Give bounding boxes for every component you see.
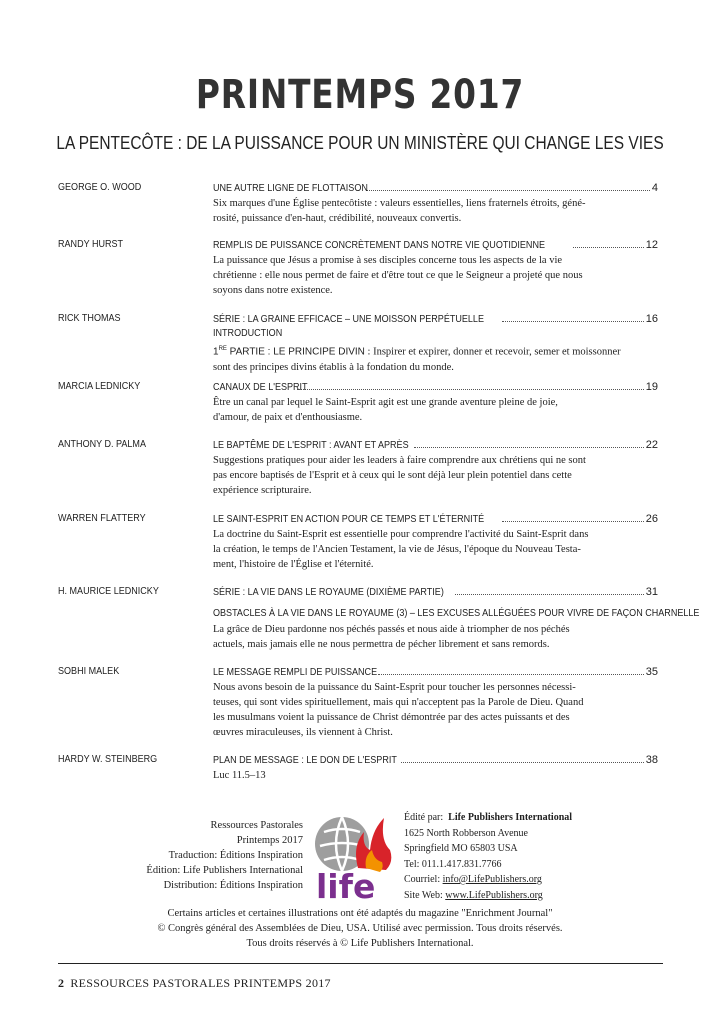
notice-line: Certains articles et certaines illustrations ont été adaptés du magazine "Enrichment Journal" [167, 908, 553, 919]
entry-page-number[interactable]: 19 [645, 381, 658, 393]
leader-dots [378, 673, 644, 675]
entry-author: MARCIA LEDNICKY [58, 380, 141, 392]
footer-page-number: 2 [58, 976, 65, 990]
entry-description [213, 342, 658, 375]
entry-title[interactable]: REMPLIS DE PUISSANCE CONCRÈTEMENT DANS NOTRE VIE QUOTIDIENNE [213, 239, 545, 251]
page-title: PRINTEMPS 2017 [195, 72, 525, 118]
logo-text: life [316, 867, 376, 902]
description-line: sont des principes divins établis à la fondation du monde. [213, 361, 454, 373]
credit-line: Ressources Pastorales [210, 820, 303, 831]
leader-dots [414, 446, 643, 448]
entry-author: GEORGE O. WOOD [58, 181, 142, 193]
credits-block [120, 818, 303, 893]
credit-line: Édition: Life Publishers International [146, 865, 303, 876]
entry-body [213, 238, 658, 298]
description-line: Six marques d'une Église pentecôtiste : valeurs essentielles, liens fraternels étroits, géné- [213, 198, 586, 209]
part-number: 1 [213, 346, 219, 358]
description-line: rosité, puissance d'en-haut, crédibilité, nouveaux convertis. [213, 213, 462, 224]
entry-author: RANDY HURST [58, 238, 124, 250]
leader-dots [297, 388, 644, 390]
entry-title[interactable]: CANAUX DE L'ESPRIT [213, 381, 308, 393]
credit-line: Traduction: Éditions Inspiration [168, 850, 303, 861]
entry-subheading: OBSTACLES À LA VIE DANS LE ROYAUME (3) – LES EXCUSES ALLÉGUÉES POUR VIVRE DE FAÇON CHARNELLE [213, 607, 700, 619]
entry-page-number[interactable]: 35 [645, 666, 658, 678]
entry-title-line[interactable] [213, 181, 658, 195]
entry-author: WARREN FLATTERY [58, 512, 146, 524]
description-line: chrétienne : elle nous permet de faire et d'être tout ce que le Seigneur a projeté que nous [213, 270, 583, 281]
entry-author: HARDY W. STEINBERG [58, 753, 158, 765]
credit-line: Printemps 2017 [236, 835, 303, 846]
entry-description [213, 768, 658, 783]
entry-body [213, 312, 658, 375]
footer-text: RESSOURCES PASTORALES PRINTEMPS 2017 [70, 976, 331, 990]
email-link[interactable]: info@LifePublishers.org [442, 874, 542, 885]
entry-description [213, 622, 658, 652]
entry-body [213, 181, 658, 226]
entry-description [213, 395, 658, 425]
entry-title-line[interactable] [213, 665, 658, 679]
entry-author: RICK THOMAS [58, 312, 121, 324]
entry-description [213, 680, 658, 740]
entry-title-line[interactable] [213, 753, 658, 767]
website-label: Site Web: [404, 889, 443, 901]
entry-description [213, 253, 658, 298]
entry-body [213, 438, 658, 498]
description-line: teuses, qui sont vides spirituellement, mais qui n'acceptent pas la Parole de Dieu. Quand [213, 697, 584, 708]
description-line: expérience scripturaire. [213, 485, 312, 496]
description-line: la création, le temps de l'Ancien Testament, la vie de Jésus, l'époque du Nouveau Testa- [213, 544, 581, 555]
website-line [404, 888, 664, 904]
entry-title[interactable]: UNE AUTRE LIGNE DE FLOTTAISON [213, 182, 368, 194]
credit-line: Distribution: Éditions Inspiration [163, 880, 303, 891]
entry-description [213, 527, 658, 572]
entry-title[interactable]: LE BAPTÊME DE L'ESPRIT : AVANT ET APRÈS [213, 439, 409, 451]
email-line [404, 872, 664, 888]
description-line: ment, l'histoire de l'Église et l'éternité. [213, 559, 374, 570]
entry-author: SOBHI MALEK [58, 665, 120, 677]
description-line: Suggestions pratiques pour aider les leaders à faire comprendre aux chrétiens qui ne sont [213, 455, 586, 466]
page-footer [58, 976, 331, 991]
description-line: Être un canal par lequel le Saint-Esprit agit est une grande aventure pleine de joie, [213, 397, 558, 408]
entry-description [213, 196, 658, 226]
publisher-name: Life Publishers International [448, 812, 573, 823]
entry-title[interactable]: SÉRIE : LA GRAINE EFFICACE – UNE MOISSON PERPÉTUELLE [213, 313, 484, 325]
notice-line: Tous droits réservés à © Life Publishers International. [246, 938, 474, 949]
leader-dots [455, 593, 643, 595]
address-line: 1625 North Robberson Avenue [404, 827, 528, 839]
entry-title-line[interactable] [213, 238, 658, 252]
entry-title-line[interactable] [213, 585, 658, 599]
description-line: œuvres miraculeuses, ils viennent à Christ. [213, 727, 393, 738]
entry-page-number[interactable]: 4 [651, 182, 658, 194]
telephone: Tel: 011.1.417.831.7766 [404, 858, 502, 870]
description-line [213, 342, 658, 360]
description-line: Luc 11.5–13 [213, 770, 266, 781]
copyright-notice [0, 906, 720, 951]
part-text: : Inspirer et expirer, donner et recevoir, semer et moissonner [364, 346, 621, 358]
entry-subheading: INTRODUCTION [213, 327, 283, 339]
description-line: d'amour, de paix et d'enthousiasme. [213, 412, 363, 423]
notice-line: © Congrès général des Assemblées de Dieu, USA. Utilisé avec permission. Tous droits réservés. [157, 923, 563, 934]
life-publishers-logo [312, 806, 398, 902]
email-label: Courriel: [404, 874, 441, 885]
entry-body [213, 585, 700, 652]
entry-title[interactable]: LE MESSAGE REMPLI DE PUISSANCE [213, 666, 378, 678]
footer-divider [58, 963, 663, 964]
entry-body [213, 512, 658, 572]
entry-page-number[interactable]: 38 [645, 754, 658, 766]
entry-page-number[interactable]: 22 [645, 439, 658, 451]
leader-dots [367, 189, 650, 191]
leader-dots [573, 246, 644, 248]
publisher-info [404, 810, 664, 903]
entry-page-number[interactable]: 31 [645, 586, 658, 598]
description-line: les musulmans voient la puissance de Christ démontrée par des actes puissants et des [213, 712, 570, 723]
description-line: La doctrine du Saint-Esprit est essentielle pour comprendre l'activité du Saint-Esprit dans [213, 529, 589, 540]
entry-title[interactable]: LE SAINT-ESPRIT EN ACTION POUR CE TEMPS ET L'ÉTERNITÉ [213, 513, 485, 525]
website-link[interactable]: www.LifePublishers.org [445, 889, 543, 901]
entry-title-line[interactable] [213, 312, 658, 326]
entry-author: ANTHONY D. PALMA [58, 438, 146, 450]
part-superscript: RE [218, 346, 227, 352]
entry-author: H. MAURICE LEDNICKY [58, 585, 159, 597]
entry-body [213, 380, 658, 425]
entry-body [213, 753, 658, 783]
description-line: Nous avons besoin de la puissance du Saint-Esprit pour toucher les personnes nécessi- [213, 682, 576, 693]
edited-by-label: Édité par: [404, 812, 444, 823]
description-line: La puissance que Jésus a promise à ses disciples concerne tous les aspects de la vie [213, 255, 563, 266]
description-line: soyons dans notre existence. [213, 285, 333, 296]
entry-page-number[interactable]: 26 [645, 513, 658, 525]
part-heading: PARTIE : LE PRINCIPE DIVIN [226, 346, 365, 358]
leader-dots [502, 320, 644, 322]
page-subtitle: LA PENTECÔTE : DE LA PUISSANCE POUR UN MINISTÈRE QUI CHANGE LES VIES [56, 133, 664, 153]
entry-page-number[interactable]: 16 [645, 313, 658, 325]
entry-title-line[interactable] [213, 512, 658, 526]
entry-body [213, 665, 658, 740]
entry-description [213, 453, 658, 498]
address-line: Springfield MO 65803 USA [404, 843, 518, 854]
entry-title[interactable]: PLAN DE MESSAGE : LE DON DE L'ESPRIT [213, 754, 397, 766]
description-line: La grâce de Dieu pardonne nos péchés passés et nous aide à triompher de nos péchés [213, 624, 570, 635]
leader-dots [502, 520, 643, 522]
description-line: actuels, mais jamais elle ne nous permettra de pécher librement et sans remords. [213, 639, 550, 650]
description-line: pas encore baptisés de l'Esprit et à ceux qui le sont déjà leur plein potentiel dans cette [213, 470, 572, 481]
entry-title-line[interactable] [213, 380, 658, 394]
entry-title-line[interactable] [213, 438, 658, 452]
leader-dots [401, 761, 644, 763]
entry-title[interactable]: SÉRIE : LA VIE DANS LE ROYAUME (DIXIÈME PARTIE) [213, 586, 444, 598]
publisher-line [404, 810, 664, 826]
entry-page-number[interactable]: 12 [645, 239, 658, 251]
